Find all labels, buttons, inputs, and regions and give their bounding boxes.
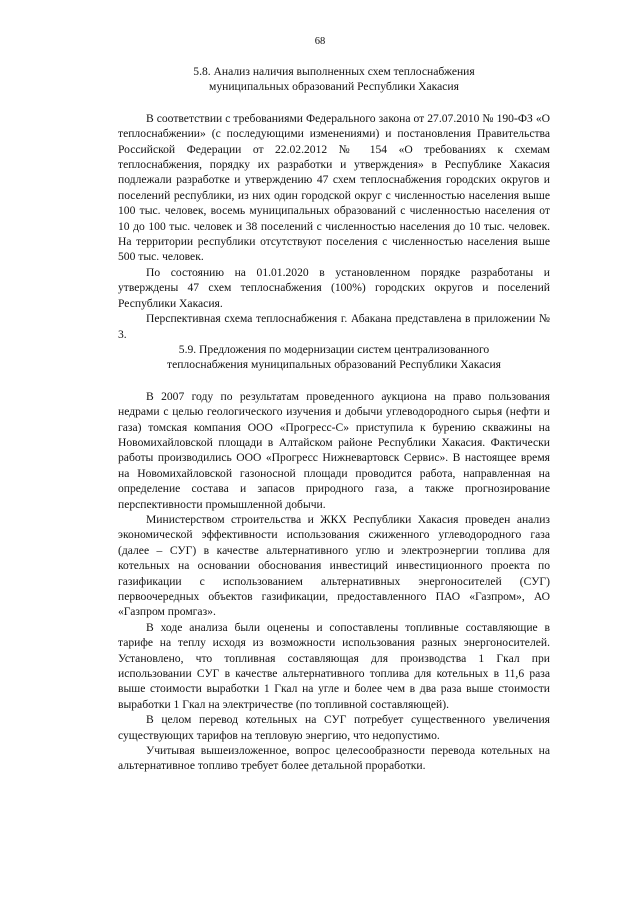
section-5-9-title-line-1: 5.9. Предложения по модернизации систем централизованного [178, 342, 490, 356]
section-5-8-title-line-1: 5.8. Анализ наличия выполненных схем теплоснабжения [193, 65, 475, 78]
section-5-9-paragraph-5: Учитывая вышеизложенное, вопрос целесообразности перевода котельных на альтернативное топливо требует более детальной проработки. [118, 744, 550, 773]
section-5-9-title-line-2: теплоснабжения муниципальных образований Республики Хакасия [167, 358, 501, 372]
section-5-8-paragraph-2: По состоянию на 01.01.2020 в установленном порядке разработаны и утверждены 47 схем теплоснабжения (100%) городских округов и поселений Республики Хакасия. [118, 265, 550, 310]
section-5-9-paragraph-2: Министерством строительства и ЖКХ Республики Хакасия проведен анализ экономической эффективности использования сжиженного углеводородного газа (далее – СУГ) в качестве альтернативного углю и электроэнергии топлива для котельных на основании обоснования инвестиций инвестиционного проекта по газификации с использованием альтернативных энергоносителей (СУГ) первоочередных объектов газификации, предоставленного ПАО «Газпром», АО «Газпром промгаз». [118, 512, 550, 619]
section-5-8-heading [118, 64, 550, 95]
section-5-8-paragraph-1: В соответствии с требованиями Федерального закона от 27.07.2010 № 190-ФЗ «О теплоснабжении» (с последующими изменениями) и постановления Правительства Российской Федерации от 22.02.2012 № 154 «О требованиях к схемам теплоснабжения, порядку их разработки и утверждения» в Республике Хакасия подлежали разработке и утверждению 47 схем теплоснабжения городских округов и поселений республики, из них один городской округ с численностью населения выше 100 тыс. человек, восемь муниципальных образований с численностью населения от 10 до 100 тыс. человек и 38 поселений с численностью населения до 10 тыс. человек. На территории республики отсутствуют поселения с численностью населения выше 500 тыс. человек. [118, 111, 550, 264]
section-5-8-title-line-2: муниципальных образований Республики Хакасия [209, 80, 459, 94]
page-content [118, 64, 550, 774]
page-number: 68 [314, 36, 326, 47]
section-5-9-paragraph-4: В целом перевод котельных на СУГ потребует существенного увеличения существующих тарифов на тепловую энергию, что недопустимо. [118, 713, 550, 742]
section-5-9-paragraph-1: В 2007 году по результатам проведенного аукциона на право пользования недрами с целью геологического изучения и добычи углеводородного сырья (нефти и газа) томская компания ООО «Прогресс-С» приступила к бурению скважины на Новомихайловской площади в Алтайском районе Республики Хакасия. Фактически работы производились ООО «Прогресс Нижневартовск Сервис». В настоящее время на Новомихайловской газоносной площади проводится работа, направленная на определение состава и запасов природного газа, а также прогнозирование перспективности промышленной добычи. [118, 389, 550, 511]
section-5-9-heading [118, 342, 550, 373]
section-5-8-paragraph-3: Перспективная схема теплоснабжения г. Абакана представлена в приложении № 3. [118, 312, 550, 341]
section-5-9-paragraph-3: В ходе анализа были оценены и сопоставлены топливные составляющие в тарифе на теплу исходя из возможности использования разных энергоносителей. Установлено, что топливная составляющая для производства 1 Гкал при использовании СУГ в качестве альтернативного топлива для котельных в 11,6 раза выше стоимости выработки 1 Гкал на угле и более чем в два раза выше стоимости выработки 1 Гкал на электричестве (по топливной составляющей). [118, 620, 550, 711]
